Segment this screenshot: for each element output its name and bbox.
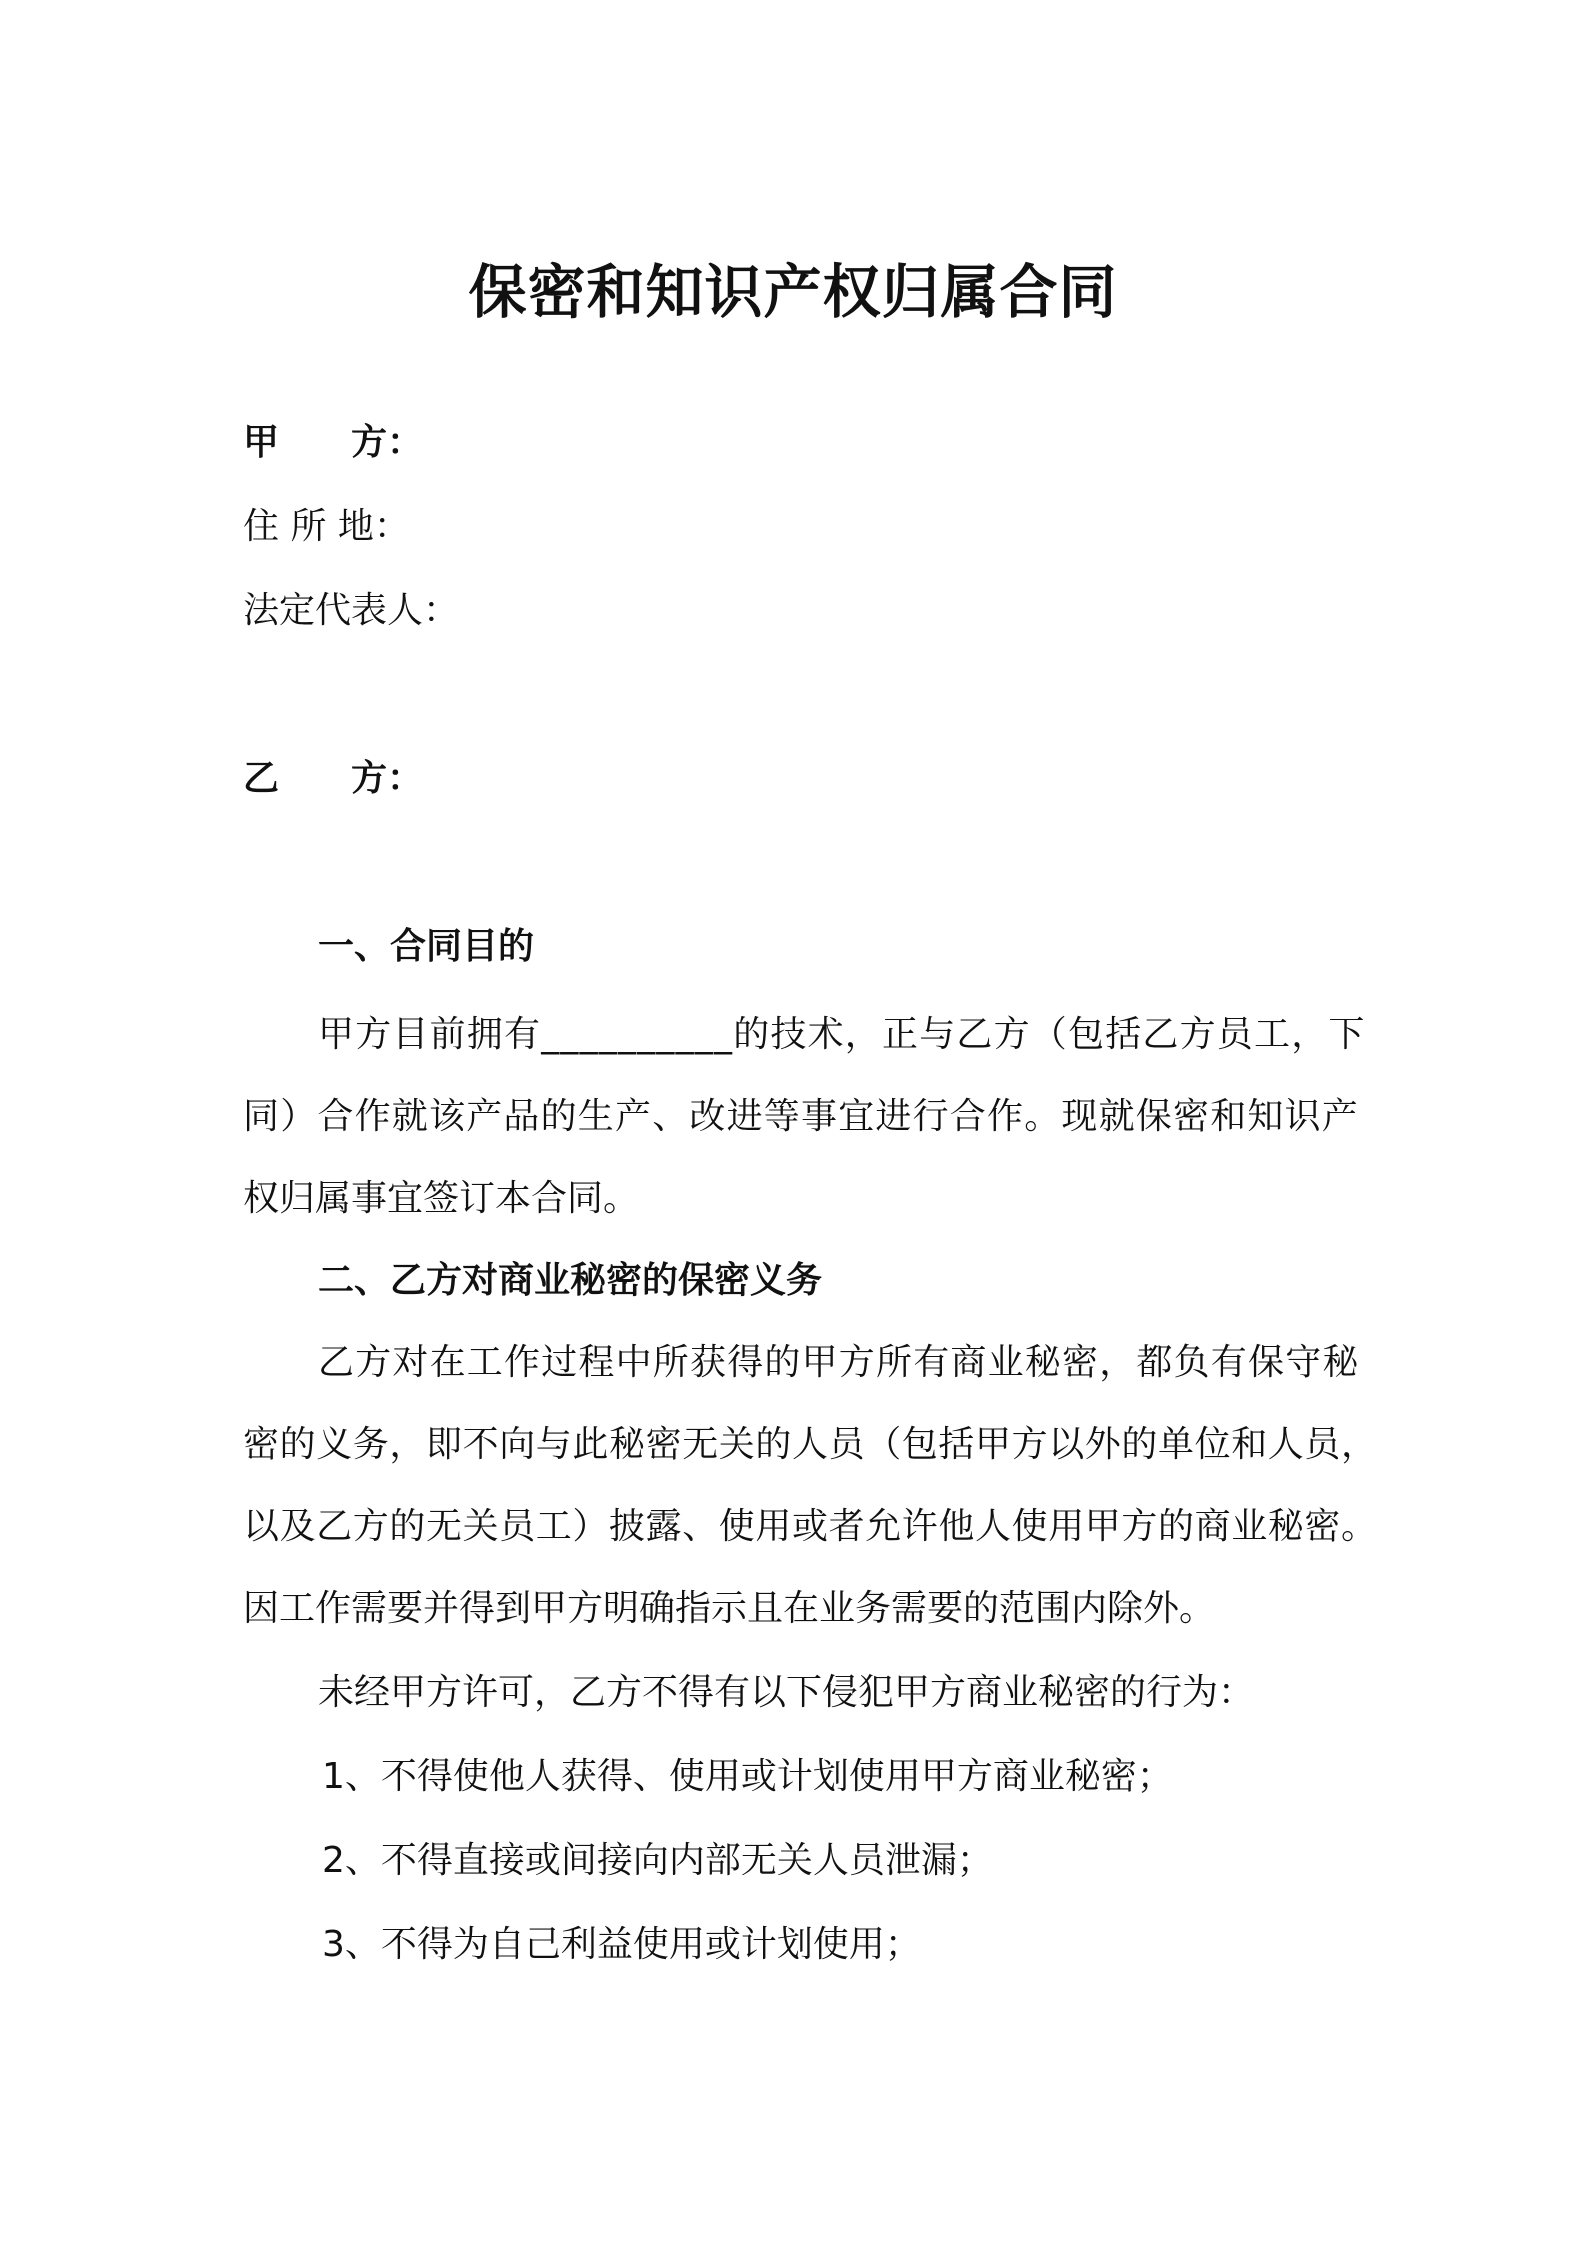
- list-item: 1、不得使他人获得、使用或计划使用甲方商业秘密；: [322, 1756, 1173, 1797]
- section-2-line-2: 密的义务，即不向与此秘密无关的人员（包括甲方以外的单位和人员，: [243, 1424, 1378, 1465]
- section-1-line-3: 权归属事宜签订本合同。: [243, 1178, 640, 1219]
- section-1-line-2: 同）合作就该产品的生产、改进等事宜进行合作。现就保密和知识产: [243, 1096, 1360, 1137]
- section-1-line-1: 甲方目前拥有__________的技术，正与乙方（包括乙方员工，下: [318, 1014, 1366, 1055]
- party-b-label: 乙 方：: [243, 758, 424, 799]
- party-a-label: 甲 方：: [243, 422, 424, 463]
- section-2-line-3: 以及乙方的无关员工）披露、使用或者允许他人使用甲方的商业秘密。: [243, 1506, 1378, 1547]
- section-2-heading: 二、乙方对商业秘密的保密义务: [318, 1260, 823, 1301]
- party-a-rep-label: 法定代表人：: [243, 590, 460, 631]
- section-2-line-4: 因工作需要并得到甲方明确指示且在业务需要的范围内除外。: [243, 1588, 1216, 1629]
- document-title: 保密和知识产权归属合同: [468, 258, 1118, 326]
- list-item: 3、不得为自己利益使用或计划使用；: [322, 1924, 921, 1965]
- section-2-line-1: 乙方对在工作过程中所获得的甲方所有商业秘密，都负有保守秘: [318, 1342, 1360, 1383]
- party-a-address-label: 住 所 地：: [243, 506, 410, 547]
- section-2-line-5: 未经甲方许可，乙方不得有以下侵犯甲方商业秘密的行为：: [318, 1672, 1255, 1713]
- list-item: 2、不得直接或间接向内部无关人员泄漏；: [322, 1840, 993, 1881]
- section-1-heading: 一、合同目的: [318, 926, 535, 967]
